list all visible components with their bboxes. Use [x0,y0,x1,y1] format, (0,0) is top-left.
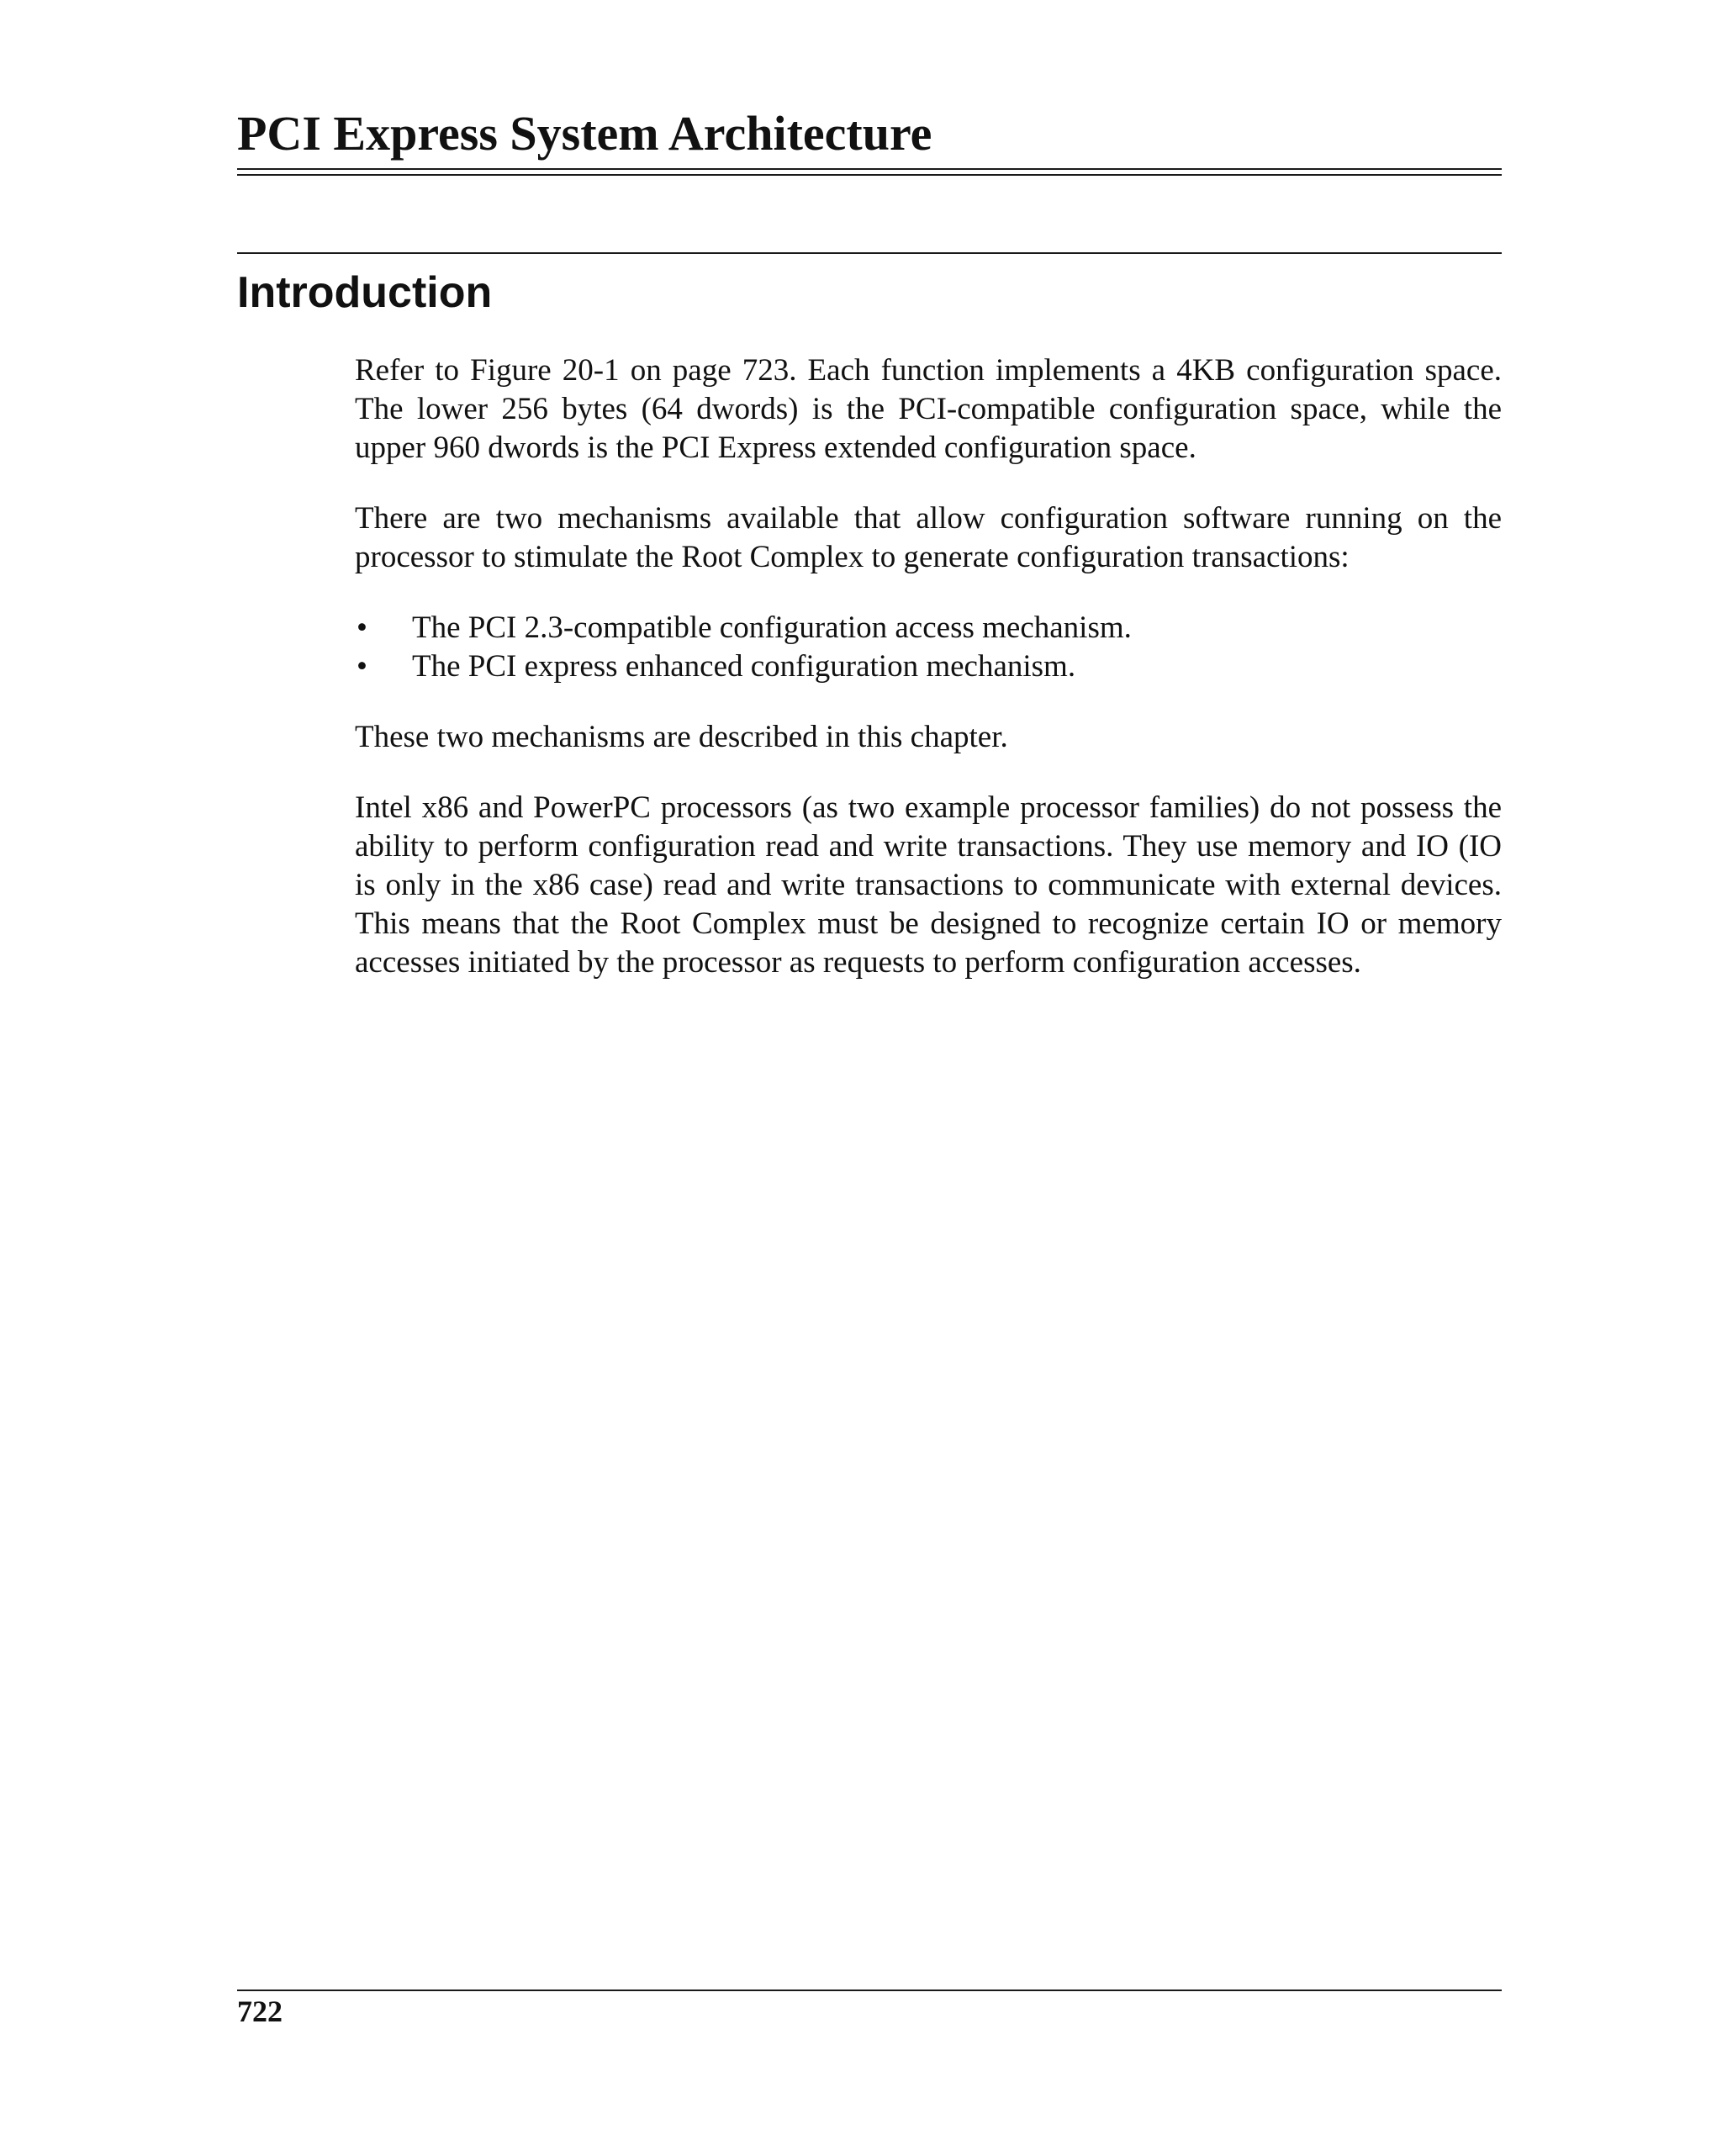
list-item [355,647,1502,686]
page-number: 722 [237,1995,283,2028]
paragraph-mechanisms: There are two mechanisms available that allow configuration software running on the processor to stimulate the Root Complex to generate configuration transactions: [355,501,1502,574]
section-heading: Introduction [237,268,493,317]
mechanism-list [355,609,1502,686]
bullet-icon: • [357,649,367,684]
footer-rule [237,1990,1502,1991]
list-item-text: The PCI 2.3-compatible configuration access mechanism. [412,610,1132,645]
paragraph-processor-access: Intel x86 and PowerPC processors (as two example processor families) do not possess the ability to perform configuration read and write transactions. They use memory and IO (IO is only in the x86 case) read and write transactions to communicate with external devices. This means that the Root Complex must be designed to recognize certain IO or memory accesses initiated by the processor as requests to perform configuration accesses. [355,790,1502,980]
list-item [355,609,1502,647]
paragraph-chapter-note: These two mechanisms are described in this chapter. [355,720,1008,754]
list-item-text: The PCI express enhanced configuration mechanism. [412,649,1076,684]
header-rule-top [237,168,1502,170]
header-rule-bottom [237,174,1502,176]
body-text [355,351,1502,1014]
section-rule [237,252,1502,254]
paragraph-config-space: Refer to Figure 20-1 on page 723. Each function implements a 4KB configuration space. The lower 256 bytes (64 dwords) is the PCI-compatible configuration space, while the upper 960 dwords is the PCI Express extended configuration space. [355,353,1502,465]
running-header-title: PCI Express System Architecture [237,106,932,161]
bullet-icon: • [357,610,367,645]
